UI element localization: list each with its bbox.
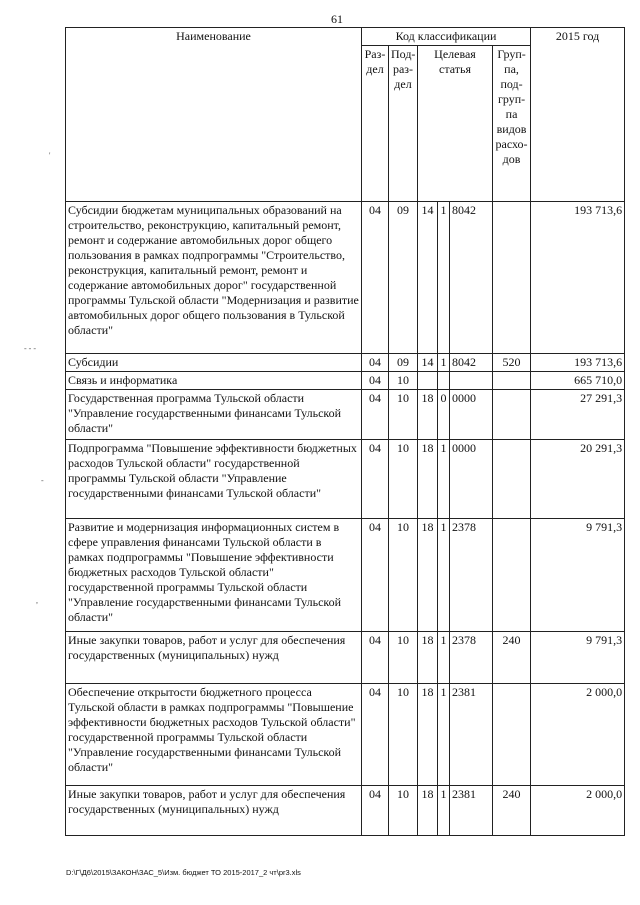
row-name: Развитие и модернизация информационных систем в сфере управления финансами Тульской области в рамках подпрограммы "Повышение эффективности бюджетных расходов Тульской области" государственной программы Тульской области "Управление государственными финансами Тульской области" xyxy=(66,519,362,632)
row-name: Подпрограмма "Повышение эффективности бюджетных расходов Тульской области" государственной программы Тульской области "Управление государственными финансами Тульской области" xyxy=(66,440,362,519)
row-cs2 xyxy=(438,372,450,390)
row-razdel: 04 xyxy=(362,786,389,836)
row-cs3: 2381 xyxy=(450,786,493,836)
row-cs1: 14 xyxy=(418,354,438,372)
row-vr: 240 xyxy=(493,632,531,684)
row-cs2: 1 xyxy=(438,684,450,786)
row-podrazdel: 09 xyxy=(389,354,418,372)
row-sum: 193 713,6 xyxy=(531,354,625,372)
row-vr xyxy=(493,202,531,354)
row-cs3 xyxy=(450,372,493,390)
row-cs3: 0000 xyxy=(450,440,493,519)
table-row xyxy=(66,202,625,354)
row-razdel: 04 xyxy=(362,519,389,632)
row-name: Иные закупки товаров, работ и услуг для обеспечения государственных (муниципальных) нужд xyxy=(66,632,362,684)
row-razdel: 04 xyxy=(362,202,389,354)
row-cs1: 18 xyxy=(418,390,438,440)
row-cs1: 18 xyxy=(418,519,438,632)
table-row xyxy=(66,632,625,684)
table-row xyxy=(66,519,625,632)
row-podrazdel: 10 xyxy=(389,519,418,632)
table-row xyxy=(66,390,625,440)
row-vr xyxy=(493,519,531,632)
row-razdel: 04 xyxy=(362,372,389,390)
row-cs1: 18 xyxy=(418,632,438,684)
table-row xyxy=(66,684,625,786)
row-razdel: 04 xyxy=(362,440,389,519)
row-vr: 240 xyxy=(493,786,531,836)
row-cs2: 0 xyxy=(438,390,450,440)
header-code: Код классификации xyxy=(362,28,531,46)
row-sum: 20 291,3 xyxy=(531,440,625,519)
row-sum: 665 710,0 xyxy=(531,372,625,390)
row-name: Субсидии бюджетам муниципальных образований на строительство, реконструкцию, капитальный ремонт, ремонт и содержание автомобильных дорог общего пользования в рамках подпрограммы "Строительство, реконструкция, капитальный ремонт, ремонт и содержание автомобильных дорог" государственной программы Тульской области "Модернизация и развитие автомобильных дорог общего пользования в Тульской области" xyxy=(66,202,362,354)
table-row xyxy=(66,354,625,372)
row-vr xyxy=(493,440,531,519)
row-cs1: 18 xyxy=(418,440,438,519)
row-vr xyxy=(493,390,531,440)
row-name: Иные закупки товаров, работ и услуг для обеспечения государственных (муниципальных) нужд xyxy=(66,786,362,836)
row-cs1 xyxy=(418,372,438,390)
table-row xyxy=(66,440,625,519)
row-sum: 2 000,0 xyxy=(531,684,625,786)
row-vr xyxy=(493,684,531,786)
row-vr: 520 xyxy=(493,354,531,372)
row-razdel: 04 xyxy=(362,632,389,684)
row-sum: 9 791,3 xyxy=(531,519,625,632)
row-razdel: 04 xyxy=(362,684,389,786)
row-name: Связь и информатика xyxy=(66,372,362,390)
row-cs2: 1 xyxy=(438,519,450,632)
row-cs3: 8042 xyxy=(450,202,493,354)
row-podrazdel: 09 xyxy=(389,202,418,354)
row-name: Субсидии xyxy=(66,354,362,372)
row-podrazdel: 10 xyxy=(389,632,418,684)
budget-table xyxy=(65,27,625,836)
row-cs3: 2378 xyxy=(450,519,493,632)
row-podrazdel: 10 xyxy=(389,786,418,836)
row-cs3: 8042 xyxy=(450,354,493,372)
row-sum: 193 713,6 xyxy=(531,202,625,354)
row-cs1: 14 xyxy=(418,202,438,354)
row-name: Обеспечение открытости бюджетного процесса Тульской области в рамках подпрограммы "Повышение эффективности бюджетных расходов Тульской области" государственной программы Тульской области "Управление государственными финансами Тульской области" xyxy=(66,684,362,786)
row-cs2: 1 xyxy=(438,202,450,354)
file-path-footer: D:\Г\Д6\2015\ЗАКОН\ЗАС_5\Изм. бюджет ТО 2015-2017_2 чт\pr3.xls xyxy=(66,868,301,877)
row-podrazdel: 10 xyxy=(389,390,418,440)
row-cs3: 2378 xyxy=(450,632,493,684)
row-sum: 9 791,3 xyxy=(531,632,625,684)
row-sum: 2 000,0 xyxy=(531,786,625,836)
header-podrazdel: Под- раз- дел xyxy=(389,46,418,202)
row-cs2: 1 xyxy=(438,632,450,684)
margin-mark: - - - xyxy=(24,344,36,353)
header-year: 2015 год xyxy=(531,28,625,202)
row-name: Государственная программа Тульской области "Управление государственными финансами Тульской области" xyxy=(66,390,362,440)
header-name: Наименование xyxy=(66,28,362,202)
header-razdel: Раз- дел xyxy=(362,46,389,202)
row-cs1: 18 xyxy=(418,684,438,786)
row-cs2: 1 xyxy=(438,354,450,372)
row-cs2: 1 xyxy=(438,786,450,836)
row-cs3: 0000 xyxy=(450,390,493,440)
margin-mark: , xyxy=(36,596,38,605)
row-cs3: 2381 xyxy=(450,684,493,786)
row-razdel: 04 xyxy=(362,354,389,372)
row-vr xyxy=(493,372,531,390)
header-gruppa: Груп- па, под- груп- па видов расхо- дов xyxy=(493,46,531,202)
table-row xyxy=(66,372,625,390)
row-razdel: 04 xyxy=(362,390,389,440)
page-number: 61 xyxy=(331,12,343,26)
row-podrazdel: 10 xyxy=(389,440,418,519)
row-podrazdel: 10 xyxy=(389,372,418,390)
margin-mark: - xyxy=(41,476,44,485)
row-cs1: 18 xyxy=(418,786,438,836)
header-statya: Целевая статья xyxy=(418,46,493,202)
row-sum: 27 291,3 xyxy=(531,390,625,440)
margin-mark: ' xyxy=(49,151,51,160)
table-row xyxy=(66,786,625,836)
row-cs2: 1 xyxy=(438,440,450,519)
row-podrazdel: 10 xyxy=(389,684,418,786)
header-row xyxy=(66,28,625,46)
